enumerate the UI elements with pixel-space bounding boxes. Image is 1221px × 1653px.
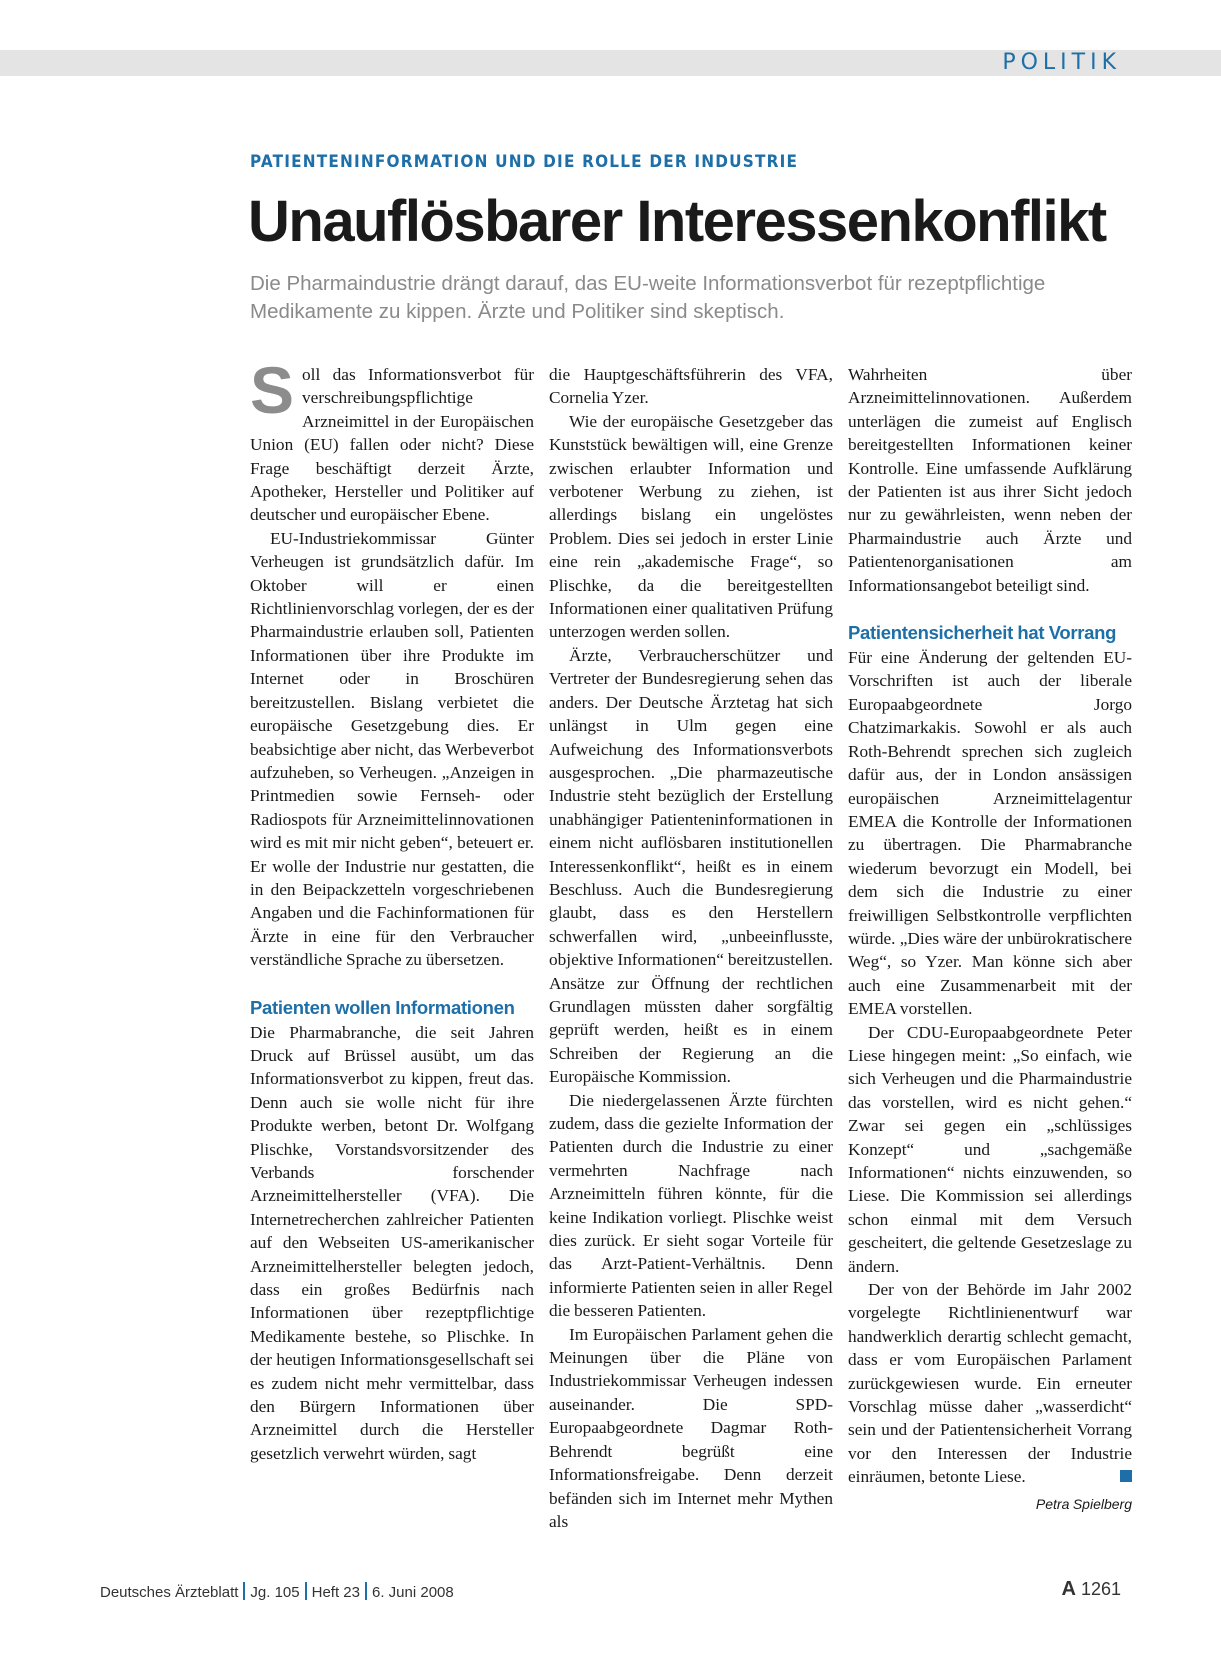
paragraph — [848, 1278, 1132, 1489]
page-number-value: 1261 — [1080, 1579, 1121, 1599]
article-title: Unauflösbarer Interessenkonflikt — [248, 189, 1106, 254]
paragraph: Ärzte, Verbraucherschützer und Vertreter der Bundesregierung sehen das anders. Der Deutsche Ärztetag hat sich unlängst in Ulm gegen eine Aufweichung des Informationsverbots ausgesprochen. „Die pharmazeutische Industrie steht bezüglich der Erstellung unabhängiger Patienteninformationen in einem nicht auflösbaren institutionellen Interessenkonflikt“, heißt es in einem Beschluss. Auch die Bundesregierung glaubt, dass es den Herstellern schwerfallen wird, „unbeeinflusste, objektive Informationen“ bereitzustellen. Ansätze zur Öffnung der rechtlichen Grundlagen müssten daher sorgfältig geprüft werden, heißt es in einem Schreiben der Regierung an die Europäische Kommission. — [549, 645, 833, 1087]
paragraph: die Hauptgeschäftsführerin des VFA, Cornelia Yzer. — [549, 365, 833, 408]
paragraph: Die Pharmabranche, die seit Jahren Druck auf Brüssel ausübt, um das Informationsverbot zu kippen, freut das. Denn auch sie wolle nicht für ihre Produkte werben, betont Dr. Wolfgang Plischke, Vorstandsvorsitzender des Verbands forschender Arzneimittelhersteller (VFA). Die Internetrecherchen zahlreicher Patienten auf den Webseiten US-amerikanischer Arzneimittelhersteller belegten jedoch, dass ein großes Bedürfnis nach Informationen über rezeptpflichtige Medikamente bestehe, so Plischke. In der heutigen Informationsgesellschaft sei es zudem nicht mehr vermittelbar, dass den Bürgern Informationen über Arzneimittel durch die Hersteller gesetzlich verwehrt würden, sagt — [250, 1022, 534, 1463]
drop-cap: S — [250, 353, 295, 427]
subheading: Patienten wollen Informationen — [250, 996, 515, 1018]
article-kicker: PATIENTENINFORMATION UND DIE ROLLE DER INDUSTRIE — [250, 152, 799, 172]
paragraph: Wahrheiten über Arzneimittelinnovationen. Außerdem unterlägen die zumeist auf Englisch bereitgestellten Informationen keiner Kontrolle. Eine umfassende Aufklärung der Patienten ist aus ihrer Sicht jedoch nur zu gewährleisten, wenn neben der Pharmaindustrie auch Ärzte und Patientenorganisationen am Informationsangebot beteiligt sind. — [848, 365, 1132, 595]
paragraph: Die niedergelassenen Ärzte fürchten zudem, dass die gezielte Information der Patienten durch die Industrie zu einer vermehrten Nachfrage nach Arzneimitteln führen könnte, für die keine Indikation vorliegt. Plischke weist dies zurück. Er sieht sogar Vorteile für das Arzt-Patient-Verhältnis. Denn informierte Patienten seien in aller Regel die besseren Patienten. — [549, 1090, 833, 1321]
journal-name: Deutsches Ärzteblatt — [100, 1584, 239, 1601]
end-mark-icon — [1120, 1470, 1132, 1482]
separator — [365, 1582, 367, 1600]
paragraph-text: oll das Informationsverbot für verschreibungspflichtige Arzneimittel in der Europäischen Union (EU) fallen oder nicht? Diese Frage beschäftigt derzeit Ärzte, Apotheker, Hersteller und Politiker auf deutscher und europäischer Ebene. — [250, 365, 534, 525]
separator — [305, 1582, 307, 1600]
author-byline: Petra Spielberg — [1035, 1495, 1132, 1512]
column-1 — [250, 353, 534, 1465]
column-2 — [549, 363, 833, 1533]
footer-citation — [100, 1582, 454, 1601]
separator — [243, 1582, 245, 1600]
issue-date: 6. Juni 2008 — [372, 1584, 454, 1601]
column-3 — [848, 363, 1132, 1516]
subheading: Patientensicherheit hat Vorrang — [848, 622, 1117, 644]
volume: Jg. 105 — [250, 1584, 300, 1601]
paragraph-text: Der von der Behörde im Jahr 2002 vorgelegte Richtlinienentwurf war handwerklich derartig schlecht gemacht, dass er vom Europäischen Parlament zurückgewiesen wurde. Ein erneuter Vorschlag müsse daher „wasserdicht“ sein und der Patientensicherheit Vorrang vor den Interessen der Industrie einräumen, betonte Liese. — [848, 1280, 1132, 1487]
section-label: POLITIK — [1002, 50, 1121, 75]
paragraph: Der CDU-Europaabgeordnete Peter Liese hingegen meint: „So einfach, wie sich Verheugen und die Pharmaindustrie das vorstellen, wird es nicht gehen.“ Zwar sei gegen ein „schlüssiges Konzept“ und „sachgemäße Informationen“ nichts einzuwenden, so Liese. Die Kommission sei allerdings schon einmal mit dem Versuch gescheitert, die geltende Gesetzeslage zu ändern. — [848, 1022, 1132, 1276]
paragraph: Für eine Änderung der geltenden EU-Vorschriften ist auch der liberale Europaabgeordnete Jorgo Chatzimarkakis. Sowohl er als auch Roth-Behrendt sprechen sich zugleich dafür aus, der in London ansässigen europäischen Arzneimittelagentur EMEA die Kontrolle der Informationen zu übertragen. Die Pharmabranche wiederum bevorzugt ein Modell, bei dem sich die Industrie zu einer freiwilligen Selbstkontrolle verpflichten würde. „Dies wäre der unbürokratischere Weg“, so Yzer. Man könne sich aber auch eine Zusammenarbeit mit der EMEA vorstellen. — [848, 648, 1132, 1019]
article-lead: Die Pharmaindustrie drängt darauf, das EU-weite Informationsverbot für rezeptpflichtige Medikamente zu kippen. Ärzte und Politiker sind skeptisch. — [250, 272, 1046, 323]
page-prefix: A — [1061, 1578, 1076, 1600]
paragraph: Wie der europäische Gesetzgeber das Kunststück bewältigen will, eine Grenze zwischen erlaubter Information und verbotener Werbung zu ziehen, ist allerdings bislang ein ungelöstes Problem. Dies sei jedoch in erster Linie eine rein „akademische Frage“, so Plischke, da die bereitgestellten Informationen einer qualitativen Prüfung unterzogen werden sollen. — [549, 411, 833, 642]
page-number — [1061, 1578, 1121, 1601]
paragraph — [250, 353, 534, 527]
paragraph: Im Europäischen Parlament gehen die Meinungen über die Pläne von Industriekommissar Verheugen indessen auseinander. Die SPD-Europaabgeordnete Dagmar Roth-Behrendt begrüßt eine Informationsfreigabe. Denn derzeit befänden sich im Internet mehr Mythen als — [549, 1324, 833, 1531]
paragraph: EU-Industriekommissar Günter Verheugen ist grundsätzlich dafür. Im Oktober will er einen Richtlinienvorschlag vorlegen, der es der Pharmaindustrie erlauben soll, Patienten Informationen über ihre Produkte im Internet oder in Broschüren bereitzustellen. Bislang verbietet die europäische Gesetzgebung dies. Er beabsichtige aber nicht, das Werbeverbot aufzuheben, so Verheugen. „Anzeigen in Printmedien sowie Fernseh- oder Radiospots für Arzneimittelinnovationen wird es mit mir nicht geben“, beteuert er. Er wolle der Industrie nur gestatten, die in den Beipackzetteln vorgeschriebenen Angaben und die Fachinformationen für Ärzte in eine für den Verbraucher verständliche Sprache zu übersetzen. — [250, 528, 534, 970]
issue: Heft 23 — [311, 1584, 360, 1601]
